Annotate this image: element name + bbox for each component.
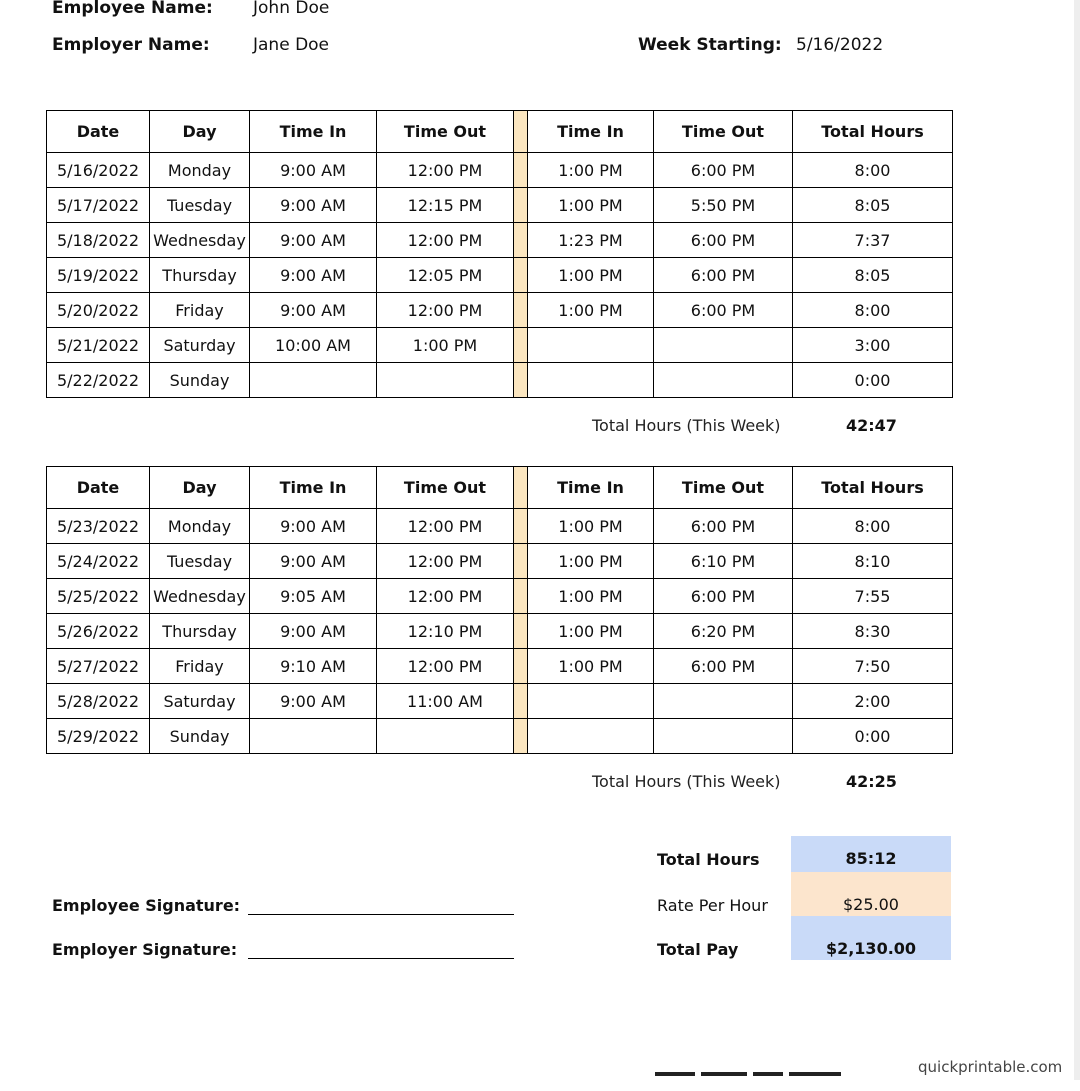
column-header-time-out-1: Time Out (377, 111, 514, 153)
cell-time-out-2: 6:00 PM (654, 223, 793, 258)
cell-date: 5/18/2022 (47, 223, 150, 258)
table-row (47, 153, 953, 188)
cell-time-out-1: 12:15 PM (377, 188, 514, 223)
lunch-separator (514, 328, 528, 363)
cell-time-in-1: 9:00 AM (250, 223, 377, 258)
cell-day: Saturday (150, 328, 250, 363)
table-row (47, 719, 953, 754)
cell-time-out-2: 6:20 PM (654, 614, 793, 649)
summary-rate-label: Rate Per Hour (657, 896, 768, 915)
cell-time-out-2: 6:00 PM (654, 258, 793, 293)
cell-time-in-2: 1:00 PM (528, 544, 654, 579)
cell-date: 5/17/2022 (47, 188, 150, 223)
cell-time-out-1: 12:00 PM (377, 509, 514, 544)
lunch-separator (514, 649, 528, 684)
cell-total-hours: 7:50 (793, 649, 953, 684)
page-edge (1074, 0, 1080, 1080)
lunch-separator (514, 223, 528, 258)
summary-total-pay-value: $2,130.00 (791, 916, 951, 960)
cell-total-hours: 0:00 (793, 363, 953, 398)
column-header-time-out-2: Time Out (654, 467, 793, 509)
cell-total-hours: 0:00 (793, 719, 953, 754)
cell-date: 5/27/2022 (47, 649, 150, 684)
cell-day: Friday (150, 649, 250, 684)
column-header-total-hours: Total Hours (793, 111, 953, 153)
cell-date: 5/16/2022 (47, 153, 150, 188)
lunch-separator (514, 293, 528, 328)
cell-time-out-2: 5:50 PM (654, 188, 793, 223)
cell-date: 5/25/2022 (47, 579, 150, 614)
cell-time-out-1: 12:00 PM (377, 649, 514, 684)
cell-time-out-1: 1:00 PM (377, 328, 514, 363)
cell-day: Monday (150, 153, 250, 188)
cell-time-out-1: 12:00 PM (377, 579, 514, 614)
cell-time-out-2 (654, 684, 793, 719)
table-row (47, 188, 953, 223)
cell-time-out-2: 6:00 PM (654, 579, 793, 614)
cell-time-out-2 (654, 363, 793, 398)
cell-day: Monday (150, 509, 250, 544)
cell-time-in-2: 1:00 PM (528, 579, 654, 614)
cell-time-in-1: 9:00 AM (250, 614, 377, 649)
lunch-separator (514, 111, 528, 153)
cell-time-out-2 (654, 328, 793, 363)
lunch-separator (514, 363, 528, 398)
week-1-total-value: 42:47 (846, 416, 897, 435)
lunch-separator (514, 719, 528, 754)
table-row (47, 544, 953, 579)
summary-total-pay-label: Total Pay (657, 940, 739, 959)
column-header-time-in-1: Time In (250, 111, 377, 153)
cell-day: Friday (150, 293, 250, 328)
column-header-date: Date (47, 111, 150, 153)
column-header-day: Day (150, 111, 250, 153)
employer-name-label: Employer Name: (52, 35, 210, 55)
cell-time-out-1: 12:05 PM (377, 258, 514, 293)
column-header-time-out-1: Time Out (377, 467, 514, 509)
cell-time-out-1: 12:00 PM (377, 223, 514, 258)
lunch-separator (514, 579, 528, 614)
lunch-separator (514, 467, 528, 509)
week-starting-value: 5/16/2022 (796, 35, 884, 55)
employee-name-label: Employee Name: (52, 0, 213, 18)
cell-total-hours: 2:00 (793, 684, 953, 719)
cell-total-hours: 8:05 (793, 188, 953, 223)
week-starting-label: Week Starting: (638, 35, 782, 55)
column-header-time-in-1: Time In (250, 467, 377, 509)
cell-time-out-1 (377, 363, 514, 398)
cell-time-in-1 (250, 363, 377, 398)
cell-time-in-1: 9:00 AM (250, 188, 377, 223)
summary-rate-value: $25.00 (791, 872, 951, 916)
employer-signature-label: Employer Signature: (52, 940, 238, 959)
lunch-separator (514, 544, 528, 579)
week-1-total-label: Total Hours (This Week) (592, 416, 781, 435)
cell-time-in-2 (528, 363, 654, 398)
cell-time-in-2 (528, 719, 654, 754)
timesheet-table-week-2 (46, 466, 953, 754)
cell-date: 5/28/2022 (47, 684, 150, 719)
cell-time-out-1: 12:00 PM (377, 293, 514, 328)
table-row (47, 223, 953, 258)
table-row (47, 579, 953, 614)
column-header-time-in-2: Time In (528, 467, 654, 509)
cell-total-hours: 7:37 (793, 223, 953, 258)
summary-total-hours-row (651, 836, 951, 872)
table-header-row (47, 111, 953, 153)
table-row (47, 328, 953, 363)
cell-date: 5/29/2022 (47, 719, 150, 754)
column-header-time-in-2: Time In (528, 111, 654, 153)
cell-day: Thursday (150, 614, 250, 649)
cell-time-out-1: 12:00 PM (377, 153, 514, 188)
table-row (47, 684, 953, 719)
table-row (47, 649, 953, 684)
cell-date: 5/24/2022 (47, 544, 150, 579)
cell-date: 5/26/2022 (47, 614, 150, 649)
cell-time-in-2: 1:00 PM (528, 188, 654, 223)
cell-time-in-2: 1:00 PM (528, 258, 654, 293)
week-2-total-label: Total Hours (This Week) (592, 772, 781, 791)
table-row (47, 614, 953, 649)
cell-total-hours: 8:30 (793, 614, 953, 649)
week-2-total-value: 42:25 (846, 772, 897, 791)
column-header-time-out-2: Time Out (654, 111, 793, 153)
cell-total-hours: 8:00 (793, 293, 953, 328)
table-row (47, 363, 953, 398)
cell-time-in-2: 1:00 PM (528, 649, 654, 684)
cell-total-hours: 8:00 (793, 509, 953, 544)
cell-date: 5/19/2022 (47, 258, 150, 293)
cell-time-in-2 (528, 328, 654, 363)
cell-time-in-2 (528, 684, 654, 719)
cropped-logo-graphic (655, 1072, 895, 1080)
cell-day: Sunday (150, 363, 250, 398)
summary-total-hours-value: 85:12 (791, 836, 951, 872)
column-header-date: Date (47, 467, 150, 509)
cell-time-in-1: 9:10 AM (250, 649, 377, 684)
cell-time-in-1 (250, 719, 377, 754)
cell-time-out-2: 6:10 PM (654, 544, 793, 579)
cell-time-in-2: 1:00 PM (528, 153, 654, 188)
lunch-separator (514, 188, 528, 223)
lunch-separator (514, 509, 528, 544)
cell-time-out-2: 6:00 PM (654, 509, 793, 544)
cell-time-out-2: 6:00 PM (654, 649, 793, 684)
lunch-separator (514, 258, 528, 293)
cell-time-in-1: 9:00 AM (250, 153, 377, 188)
cell-time-out-2: 6:00 PM (654, 293, 793, 328)
column-header-day: Day (150, 467, 250, 509)
cell-time-in-1: 9:05 AM (250, 579, 377, 614)
cell-date: 5/22/2022 (47, 363, 150, 398)
cell-total-hours: 8:05 (793, 258, 953, 293)
cell-total-hours: 8:10 (793, 544, 953, 579)
lunch-separator (514, 153, 528, 188)
table-row (47, 509, 953, 544)
cell-time-in-1: 10:00 AM (250, 328, 377, 363)
employee-signature-line[interactable] (248, 914, 514, 915)
summary-total-hours-label: Total Hours (657, 850, 760, 869)
column-header-total-hours: Total Hours (793, 467, 953, 509)
cell-time-out-1: 12:00 PM (377, 544, 514, 579)
cell-time-in-1: 9:00 AM (250, 258, 377, 293)
cell-time-in-1: 9:00 AM (250, 684, 377, 719)
employee-name-value: John Doe (253, 0, 330, 18)
cell-day: Tuesday (150, 544, 250, 579)
employer-signature-line[interactable] (248, 958, 514, 959)
cell-time-in-1: 9:00 AM (250, 509, 377, 544)
table-row (47, 293, 953, 328)
summary-rate-row (651, 872, 951, 916)
cell-time-in-2: 1:23 PM (528, 223, 654, 258)
cell-total-hours: 3:00 (793, 328, 953, 363)
timesheet-table-week-1 (46, 110, 953, 398)
cell-day: Tuesday (150, 188, 250, 223)
cell-time-out-2 (654, 719, 793, 754)
cell-time-in-1: 9:00 AM (250, 293, 377, 328)
employee-signature-label: Employee Signature: (52, 896, 241, 915)
cell-time-in-2: 1:00 PM (528, 509, 654, 544)
cell-total-hours: 8:00 (793, 153, 953, 188)
lunch-separator (514, 684, 528, 719)
cell-time-out-1: 11:00 AM (377, 684, 514, 719)
cell-date: 5/21/2022 (47, 328, 150, 363)
summary-total-pay-row (651, 916, 951, 960)
cell-day: Wednesday (150, 223, 250, 258)
cell-time-in-1: 9:00 AM (250, 544, 377, 579)
cell-day: Wednesday (150, 579, 250, 614)
table-header-row (47, 467, 953, 509)
cell-time-out-2: 6:00 PM (654, 153, 793, 188)
cell-day: Thursday (150, 258, 250, 293)
cell-time-in-2: 1:00 PM (528, 614, 654, 649)
cell-day: Saturday (150, 684, 250, 719)
cell-time-in-2: 1:00 PM (528, 293, 654, 328)
employer-name-value: Jane Doe (253, 35, 330, 55)
cell-total-hours: 7:55 (793, 579, 953, 614)
cell-day: Sunday (150, 719, 250, 754)
table-row (47, 258, 953, 293)
watermark-text: quickprintable.com (918, 1058, 1063, 1076)
cell-date: 5/23/2022 (47, 509, 150, 544)
cell-time-out-1: 12:10 PM (377, 614, 514, 649)
lunch-separator (514, 614, 528, 649)
cell-date: 5/20/2022 (47, 293, 150, 328)
cell-time-out-1 (377, 719, 514, 754)
